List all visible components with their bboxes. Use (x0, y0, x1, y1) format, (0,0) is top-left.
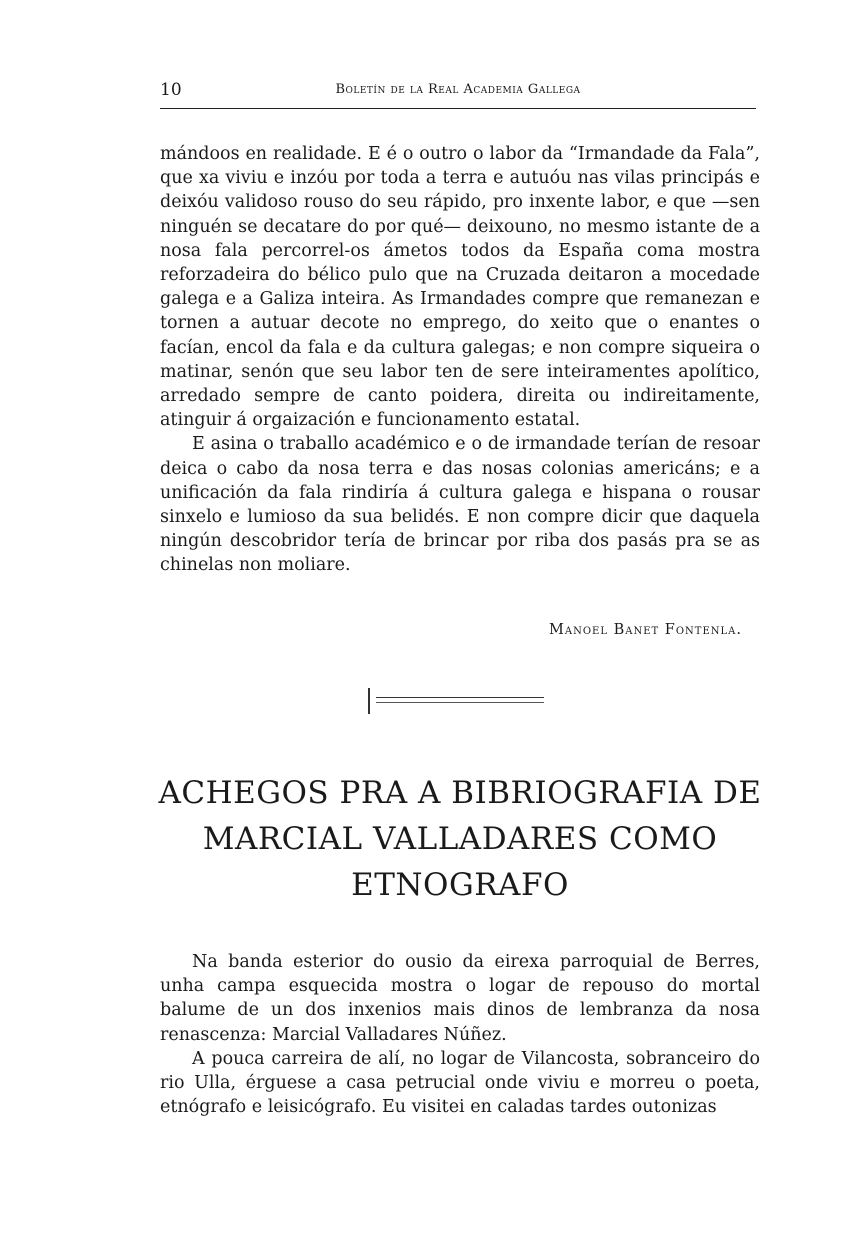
article-2-title (150, 770, 770, 908)
header-rule (160, 108, 756, 109)
article-2-title-line-1: ACHEGOS PRA A BIBRIOGRAFIA DE (158, 775, 762, 811)
article-2-paragraph-2: A pouca carreira de alí, no logar de Vilancosta, sobranceiro do rio Ulla, érguese a casa petrucial onde viviu e morreu o poeta, etnógrafo e leisicógrafo. Eu visitei en caladas tardes outonizas (160, 1048, 760, 1118)
separator-bar (368, 688, 370, 714)
separator-rule-upper (376, 697, 544, 698)
journal-title: Boletín de la Real Academia Gallega (335, 82, 581, 97)
article-2-title-line-2: MARCIAL VALLADARES COMO (202, 821, 718, 857)
article-1-body (160, 142, 760, 578)
article-2-paragraph-1: Na banda esterior do ousio da eirexa parroquial de Berres, unha campa esquecida mostra o logar de repouso do mortal balume de un dos inxenios mais dinos de lembranza da nosa renascenza: Marcial Valladares Núñez. (160, 952, 760, 1045)
article-1-paragraph-2: E asina o traballo académico e o de irmandade terían de resoar deica o cabo da nosa terra e das nosas colonias americáns; e a unificación da fala rindiría á cultura galega e hispana o rousar sinxelo e lumioso da sua belidés. E non compre dicir que daquela ningún descobridor tería de brincar por riba dos pasás pra se as chinelas non moliare. (160, 434, 760, 576)
running-head (160, 80, 756, 102)
article-2-title-line-3: ETNOGRAFO (351, 867, 569, 903)
author-signature: Manoel Banet Fontenla. (549, 622, 742, 638)
separator-rule-lower (376, 702, 544, 703)
page-number: 10 (160, 80, 182, 100)
article-2-body (160, 950, 760, 1119)
article-1-paragraph-1: mándoos en realidade. E é o outro o labor da “Irmandade da Fala”, que xa viviu e inzóu por toda a terra e autuóu nas vilas principás e deixóu validoso rouso do seu rápido, pro inxente labor, e que —sen ninguén se decatare do por qué— deixouno, no mesmo istante de a nosa fala percorrel-os ámetos todos da España coma mostra reforzadeira do bélico pulo que na Cruzada deitaron a mocedade galega e a Galiza inteira. As Irmandades compre que remanezan e tornen a autuar decote no emprego, do xeito que o enantes o facían, encol da fala e da cultura galegas; e non compre siqueira o matinar, senón que seu labor ten de sere inteiramentes apolítico, arredado sempre de canto poidera, direita ou indireitamente, atinguir á orgaización e funcionamento estatal. (160, 144, 760, 431)
section-separator (368, 688, 544, 714)
